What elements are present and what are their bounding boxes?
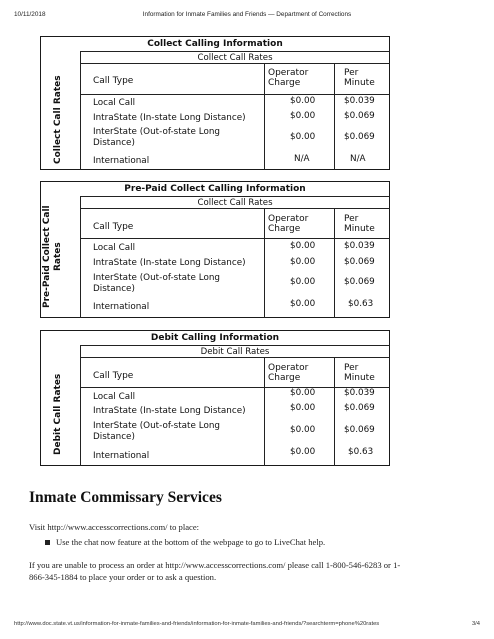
rate-table-collect bbox=[40, 36, 390, 170]
row-per-minute: $0.039 bbox=[344, 96, 375, 106]
row-per-minute: $0.069 bbox=[344, 277, 375, 287]
table-title: Collect Calling Information bbox=[147, 39, 283, 49]
row-call-type: IntraState (In-state Long Distance) bbox=[93, 258, 246, 268]
row-operator-charge: $0.00 bbox=[290, 425, 316, 435]
row-per-minute: $0.039 bbox=[344, 241, 375, 251]
header-operator-charge: Operator Charge bbox=[268, 363, 309, 383]
bullet-item-livechat: Use the chat now feature at the bottom of the webpage to go to LiveChat help. bbox=[56, 537, 326, 547]
row-call-type: InterState (Out-of-state Long Distance) bbox=[93, 127, 220, 148]
row-call-type: Local Call bbox=[93, 243, 136, 253]
row-per-minute: $0.069 bbox=[344, 403, 375, 413]
row-operator-charge: $0.00 bbox=[290, 388, 316, 398]
row-operator-charge: $0.00 bbox=[290, 277, 316, 287]
row-operator-charge: $0.00 bbox=[290, 299, 316, 309]
row-per-minute: $0.069 bbox=[344, 425, 375, 435]
header-call-type: Call Type bbox=[93, 222, 134, 232]
header-per-minute: Per Minute bbox=[344, 363, 375, 383]
row-operator-charge: $0.00 bbox=[290, 447, 316, 457]
table-subtitle: Debit Call Rates bbox=[80, 345, 390, 358]
row-call-type: International bbox=[93, 302, 150, 312]
row-operator-charge: $0.00 bbox=[290, 132, 316, 142]
table-subtitle: Collect Call Rates bbox=[80, 51, 390, 64]
rate-table-debit bbox=[40, 330, 390, 466]
order-line-2: 866-345-1884 to place your order or to ask a question. bbox=[29, 571, 217, 582]
row-call-type: Local Call bbox=[93, 392, 136, 402]
print-url: http://www.doc.state.vt.us/information-for-inmate-families-and-friends/information-for-inmate-families-and-friends/?searchterm=phone%20rates bbox=[14, 621, 380, 627]
order-line-1: If you are unable to process an order at http://www.accesscorrections.com/ please call 1-800-546-6283 or 1- bbox=[29, 560, 401, 570]
row-per-minute: $0.039 bbox=[344, 388, 375, 398]
section-heading-commissary: Inmate Commissary Services bbox=[29, 489, 222, 506]
header-call-type: Call Type bbox=[93, 76, 134, 86]
row-per-minute: N/A bbox=[350, 154, 366, 164]
row-call-type: IntraState (In-state Long Distance) bbox=[93, 113, 246, 123]
header-operator-charge: Operator Charge bbox=[268, 214, 309, 234]
row-operator-charge: $0.00 bbox=[290, 111, 316, 121]
table-title: Pre-Paid Collect Calling Information bbox=[124, 184, 306, 194]
row-call-type: InterState (Out-of-state Long Distance) bbox=[93, 273, 220, 294]
visit-text: Visit http://www.accesscorrections.com/ to place: bbox=[29, 522, 200, 532]
header-operator-charge: Operator Charge bbox=[268, 68, 309, 88]
table-title: Debit Calling Information bbox=[150, 333, 280, 343]
row-operator-charge: $0.00 bbox=[290, 403, 316, 413]
row-call-type: International bbox=[93, 156, 150, 166]
row-call-type: InterState (Out-of-state Long Distance) bbox=[93, 421, 220, 442]
print-page-title: Information for Inmate Families and Friends — Department of Corrections bbox=[142, 11, 352, 18]
row-operator-charge: $0.00 bbox=[290, 257, 316, 267]
row-operator-charge: $0.00 bbox=[290, 96, 316, 106]
side-label: Pre-Paid Collect Call Rates bbox=[42, 205, 63, 309]
order-instructions bbox=[29, 560, 469, 583]
row-per-minute: $0.069 bbox=[344, 111, 375, 121]
side-label: Debit Call Rates bbox=[53, 373, 63, 455]
bullet-icon bbox=[45, 540, 50, 545]
rate-table-prepaid bbox=[40, 181, 390, 318]
row-operator-charge: N/A bbox=[294, 154, 310, 164]
row-per-minute: $0.63 bbox=[348, 447, 374, 457]
print-date: 10/11/2018 bbox=[14, 11, 46, 18]
row-per-minute: $0.069 bbox=[344, 257, 375, 267]
header-per-minute: Per Minute bbox=[344, 214, 375, 234]
row-per-minute: $0.069 bbox=[344, 132, 375, 142]
header-call-type: Call Type bbox=[93, 371, 134, 381]
row-per-minute: $0.63 bbox=[348, 299, 374, 309]
table-subtitle: Collect Call Rates bbox=[80, 196, 390, 209]
row-call-type: International bbox=[93, 451, 150, 461]
row-call-type: IntraState (In-state Long Distance) bbox=[93, 406, 246, 416]
row-operator-charge: $0.00 bbox=[290, 241, 316, 251]
page-number: 3/4 bbox=[471, 621, 480, 627]
print-header bbox=[14, 11, 480, 21]
row-call-type: Local Call bbox=[93, 98, 136, 108]
side-label: Collect Call Rates bbox=[53, 75, 63, 164]
header-per-minute: Per Minute bbox=[344, 68, 375, 88]
